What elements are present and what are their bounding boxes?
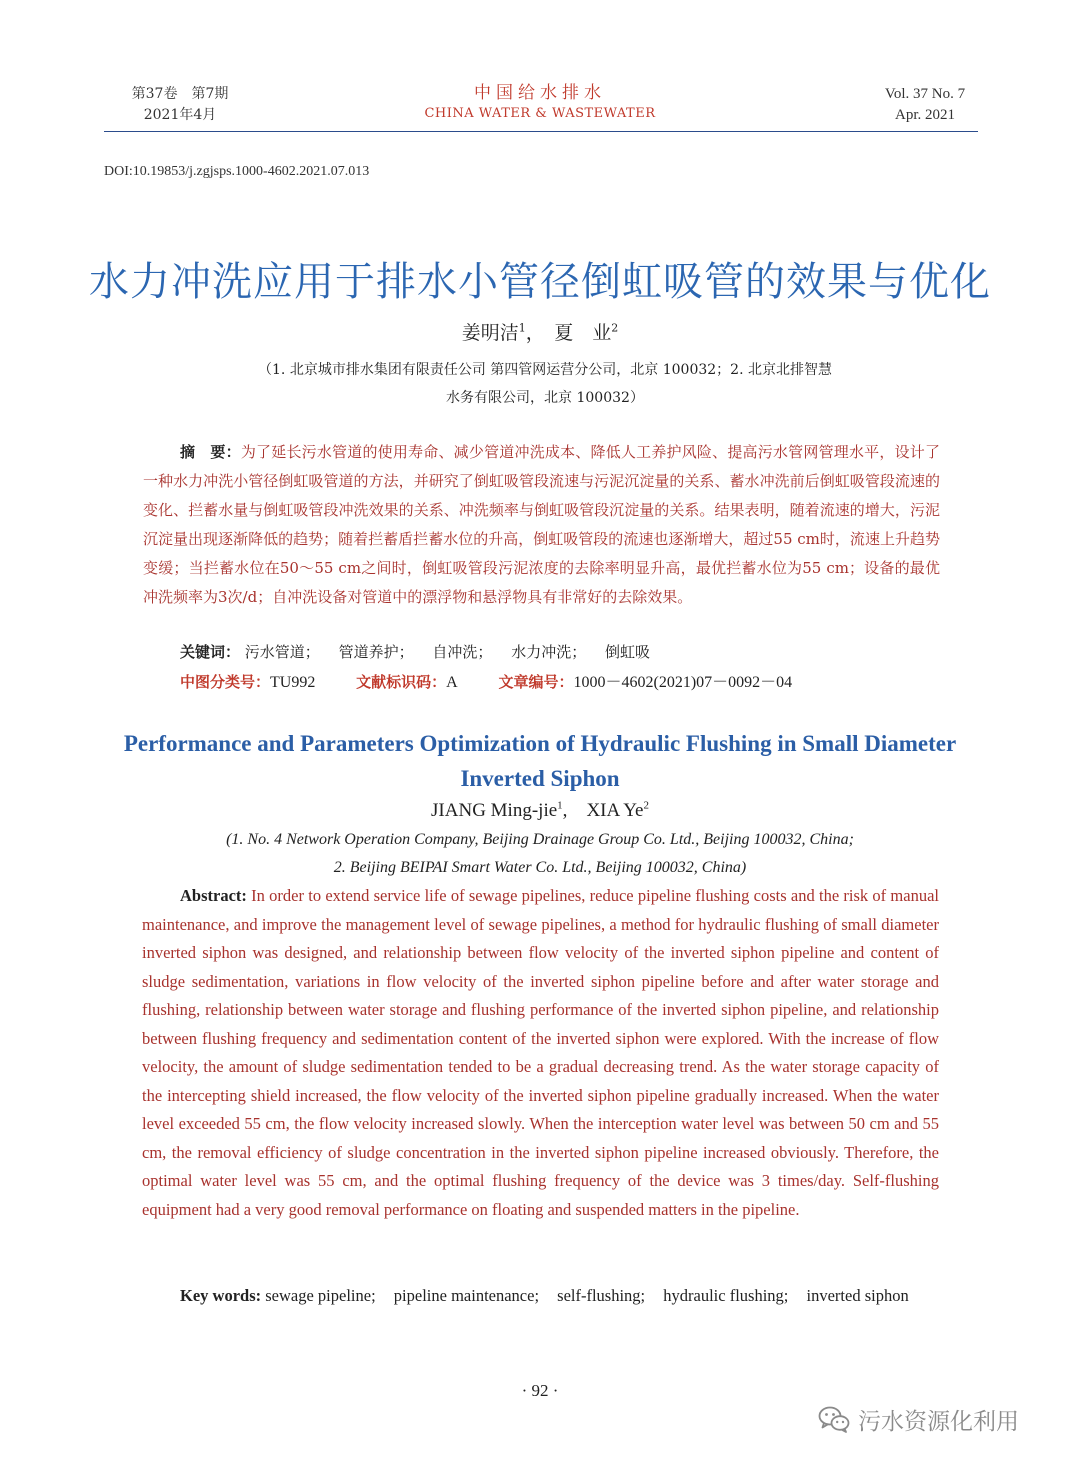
affiliations-en bbox=[130, 826, 950, 882]
issue-line: 第37卷 第7期 bbox=[131, 86, 229, 102]
classification-line bbox=[180, 669, 828, 692]
author-name: XIA Ye bbox=[586, 800, 644, 821]
keyword: hydraulic flushing; bbox=[663, 1286, 789, 1305]
abstract-cn bbox=[143, 438, 940, 612]
doc-code-value: A bbox=[446, 674, 458, 691]
watermark-text: 污水资源化利用 bbox=[858, 1408, 1019, 1435]
authors-en bbox=[0, 795, 1080, 822]
keyword: pipeline maintenance; bbox=[393, 1286, 540, 1305]
affiliation-marker: 2 bbox=[643, 799, 649, 812]
author-separator: ， bbox=[525, 322, 555, 344]
keyword: sewage pipeline; bbox=[265, 1286, 376, 1305]
affiliation-marker: 1 bbox=[518, 321, 526, 335]
author-name: 夏 业 bbox=[554, 322, 612, 344]
keywords-label-en: Key words: bbox=[180, 1286, 262, 1305]
keywords-en bbox=[142, 1282, 939, 1311]
abstract-text-cn: 为了延长污水管道的使用寿命、减少管道冲洗成本、降低人工养护风险、提高污水管网管理水平，设计了一种水力冲洗小管径倒虹吸管道的方法，并研究了倒虹吸管段流速与污泥沉淀量的关系、蓄水冲洗前后倒虹吸管段流速的变化、拦蓄水量与倒虹吸管段冲洗效果的关系、冲洗频率与倒虹吸管段沉淀量的关系。结果表明，随着流速的增大，污泥沉淀量出现逐渐降低的趋势；随着拦蓄盾拦蓄水位的升高，倒虹吸管段的流速也逐渐增大，超过55 cm时，流速上升趋势变缓；当拦蓄水位在50～55 cm之间时，倒虹吸管段污泥浓度的去除率明显升高，最优拦蓄水位为55 cm；设备的最优冲洗频率为3次/d；自冲洗设备对管道中的漂浮物和悬浮物具有非常好的去除效果。 bbox=[143, 443, 940, 606]
doi-text[interactable]: DOI:10.19853/j.zgjsps.1000-4602.2021.07.013 bbox=[104, 164, 370, 179]
keyword: self-flushing; bbox=[557, 1286, 646, 1305]
authors-cn bbox=[0, 318, 1080, 345]
abstract-en bbox=[142, 882, 939, 1224]
doc-code-label: 文献标识码： bbox=[356, 673, 447, 691]
journal-issue-en bbox=[870, 84, 980, 126]
author-separator: , bbox=[562, 800, 587, 821]
issue-date-en: Apr. 2021 bbox=[895, 107, 955, 123]
affiliation-line: 水务有限公司，北京 100032） bbox=[446, 390, 644, 406]
affiliations-cn bbox=[150, 356, 940, 412]
wechat-watermark bbox=[818, 1402, 1019, 1436]
volume-line: Vol. 37 No. 7 bbox=[884, 86, 966, 102]
cls-value: TU992 bbox=[270, 674, 316, 691]
article-number-value: 1000－4602(2021)07－0092－04 bbox=[573, 674, 793, 691]
author-name: 姜明洁 bbox=[461, 322, 519, 344]
cls-label: 中图分类号： bbox=[180, 673, 271, 691]
affiliation-marker: 2 bbox=[611, 321, 619, 335]
article-title-cn: 水力冲洗应用于排水小管径倒虹吸管的效果与优化 bbox=[89, 259, 991, 305]
page-number: · 92 · bbox=[521, 1381, 559, 1400]
issue-date: 2021年4月 bbox=[143, 107, 217, 123]
keyword: inverted siphon bbox=[806, 1286, 909, 1305]
article-title-en: Performance and Parameters Optimization of Hydraulic Flushing in Small Diameter Inverted Siphon bbox=[123, 731, 957, 791]
abstract-label-cn: 摘 要： bbox=[180, 443, 241, 461]
header-divider bbox=[104, 131, 978, 132]
keyword: 倒虹吸 bbox=[604, 643, 650, 661]
wechat-icon bbox=[818, 1405, 850, 1433]
keywords-label-cn: 关键词： bbox=[180, 643, 241, 661]
article-number-label: 文章编号： bbox=[498, 673, 574, 691]
affiliation-line: (1. No. 4 Network Operation Company, Beijing Drainage Group Co. Ltd., Beijing 100032, China; bbox=[226, 831, 854, 848]
affiliation-marker: 1 bbox=[557, 799, 563, 812]
affiliation-line: （1. 北京城市排水集团有限责任公司 第四管网运营分公司，北京 100032；2. 北京北排智慧 bbox=[258, 362, 832, 378]
keywords-cn bbox=[180, 641, 664, 662]
keyword: 污水管道； bbox=[244, 643, 320, 661]
affiliation-line: 2. Beijing BEIPAI Smart Water Co. Ltd., Beijing 100032, China) bbox=[333, 859, 747, 876]
journal-name-cn: 中国给水排水 bbox=[474, 83, 606, 103]
abstract-label-en: Abstract: bbox=[180, 886, 247, 905]
keyword: 管道养护； bbox=[338, 643, 414, 661]
abstract-text-en: In order to extend service life of sewage pipelines, reduce pipeline flushing costs and the risk of manual maintenance, and improve the management level of sewage pipelines, a method for hydraulic flushing of small diameter inverted siphon was designed, and relationship between flow velocity of the inverted siphon pipeline and content of sludge sedimentation, variations in flow velocity of the inverted siphon pipeline before and after water storage and flushing, relationship between water storage and flushing performance of the inverted siphon pipeline, and relationship between flushing frequency and sedimentation content of the inverted siphon were explored. With the increase of flow velocity, the amount of sludge sedimentation tended to be a gradual decreasing trend. As the water storage capacity of the intercepting shield increased, the flow velocity of the inverted siphon pipeline gradually increased. When the water level exceeded 55 cm, the flow velocity increased slowly. When the interception water level was between 50 cm and 55 cm, the removal efficiency of sludge concentration in the inverted siphon pipeline increased obviously. Therefore, the optimal water level was 55 cm, and the optimal flushing frequency of the device was 3 times/day. Self-flushing equipment had a very good removal performance on floating and suspended matters in the pipeline. bbox=[142, 886, 939, 1219]
keyword: 自冲洗； bbox=[432, 643, 493, 661]
keyword: 水力冲洗； bbox=[511, 643, 587, 661]
journal-name-en: CHINA WATER & WASTEWATER bbox=[424, 106, 656, 121]
author-name: JIANG Ming-jie bbox=[431, 800, 558, 821]
journal-name bbox=[390, 82, 690, 124]
journal-issue-cn bbox=[110, 84, 250, 126]
